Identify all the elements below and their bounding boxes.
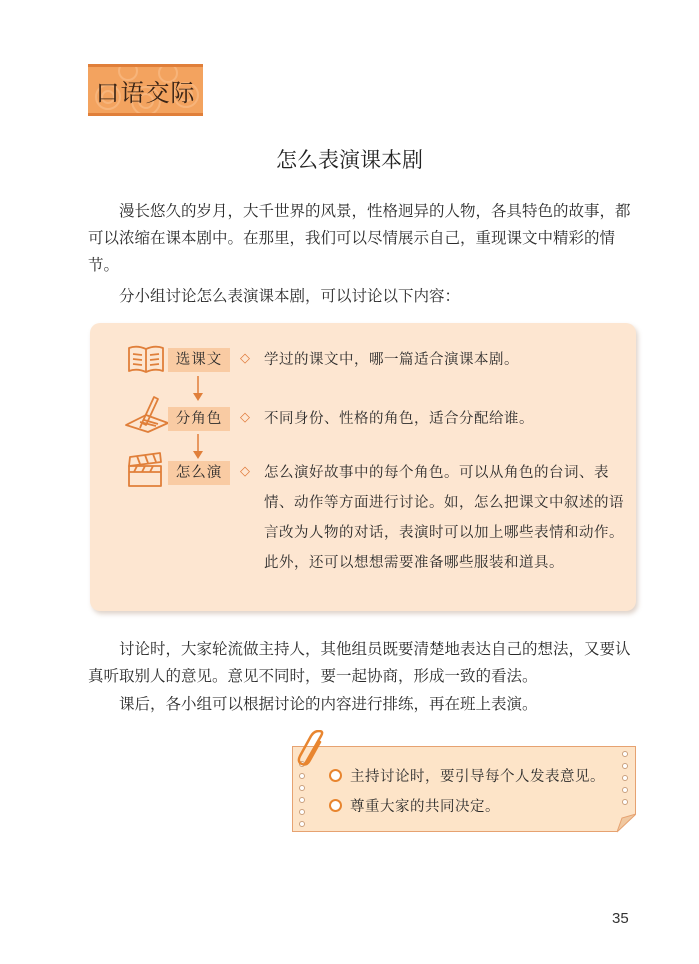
section-badge [88, 64, 203, 116]
step-text-choose-text: 学过的课文中，哪一篇适合演课本剧。 [264, 352, 519, 368]
discussion-paragraph: 讨论时，大家轮流做主持人，其他组员既要清楚地表达自己的想法，又要认真听取别人的意见。意见不同时，要一起协商，形成一致的看法。 [88, 640, 631, 685]
page-number: 35 [612, 910, 629, 927]
page-title: 怎么表演课本剧 [276, 148, 423, 172]
rehearsal-paragraph: 课后，各小组可以根据讨论的内容进行排练，再在班上表演。 [119, 695, 538, 713]
down-arrow-icon [191, 434, 205, 460]
step-text-assign-roles: 不同身份、性格的角色，适合分配给谁。 [264, 411, 534, 427]
clapperboard-icon [126, 452, 164, 488]
note-item-text: 尊重大家的共同决定。 [350, 799, 500, 815]
step-text-how-to-act: 怎么演好故事中的每个角色。可以从角色的台词、表情、动作等方面进行讨论。如，怎么把课文中叙述的语言改为人物的对话，表演时可以加上哪些表情和动作。此外，还可以想想需要准备哪些服装和道具。 [264, 465, 624, 571]
intro-paragraph: 漫长悠久的岁月，大千世界的风景，性格迥异的人物，各具特色的故事，都可以浓缩在课本剧中。在那里，我们可以尽情展示自己，重现课文中精彩的情节。 [88, 202, 631, 274]
step-label-choose-text: 选课文 [168, 348, 230, 372]
diamond-bullet-icon: ◇ [240, 351, 250, 366]
step-label-assign-roles: 分角色 [168, 407, 230, 431]
note-decoration [292, 740, 636, 836]
diamond-bullet-icon: ◇ [240, 410, 250, 425]
paperclip-icon [297, 730, 331, 770]
discussion-prompt: 分小组讨论怎么表演课本剧，可以讨论以下内容： [119, 287, 461, 305]
down-arrow-icon [191, 376, 205, 402]
book-icon [126, 343, 166, 375]
diamond-bullet-icon: ◇ [240, 464, 250, 479]
pen-paper-icon [122, 393, 172, 433]
section-title: 口语交际 [95, 78, 196, 107]
note-item-text: 主持讨论时，要引导每个人发表意见。 [350, 769, 605, 785]
step-label-how-to-act: 怎么演 [168, 461, 230, 485]
